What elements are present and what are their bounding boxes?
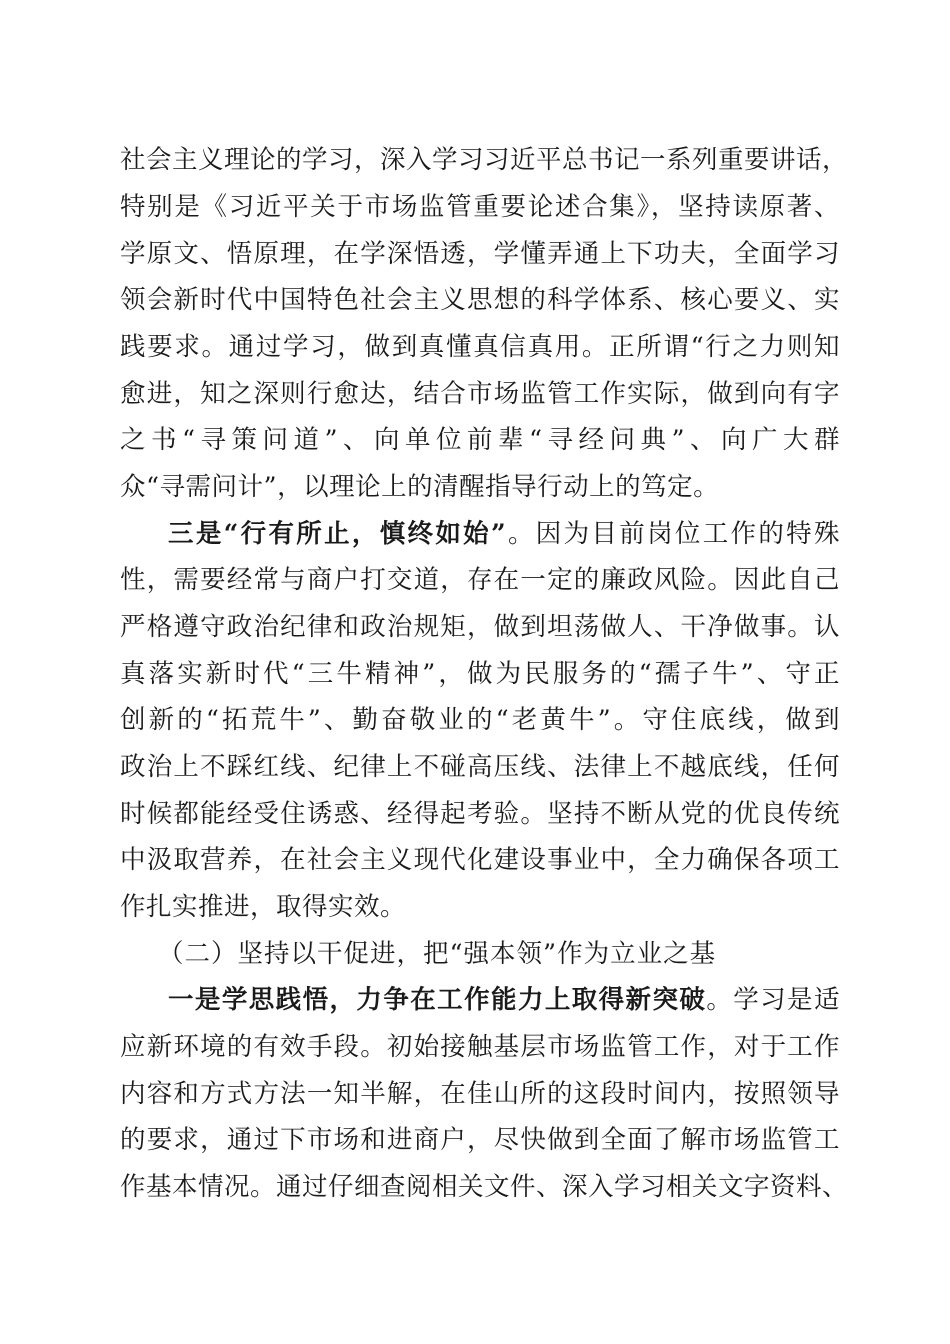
text-line: 政治上不踩红线、纪律上不碰高压线、法律上不越底线，任何: [120, 752, 840, 782]
section-heading: （二）坚持以干促进，把“强本领”作为立业之基: [158, 939, 717, 969]
text-line: 内容和方式方法一知半解，在佳山所的这段时间内，按照领导: [120, 1079, 840, 1109]
text-line: 之书“寻策问道”、向单位前辈“寻经问典”、向广大群: [120, 425, 840, 455]
text-line: 应新环境的有效手段。初始接触基层市场监管工作，对于工作: [120, 1032, 840, 1062]
paragraph-text: 。因为目前岗位工作的特殊: [506, 519, 840, 549]
text-line: 众“寻需问计”，以理论上的清醒指导行动上的笃定。: [120, 472, 720, 502]
text-line: 作基本情况。通过仔细查阅相关文件、深入学习相关文字资料、: [120, 1172, 849, 1202]
text-line: 中汲取营养，在社会主义现代化建设事业中，全力确保各项工: [120, 845, 840, 875]
text-line: 学原文、悟原理，在学深悟透，学懂弄通上下功夫，全面学习: [120, 239, 840, 269]
text-line: 的要求，通过下市场和进商户，尽快做到全面了解市场监管工: [120, 1125, 840, 1155]
paragraph-first-line: [168, 517, 840, 551]
text-line: 愈进，知之深则行愈达，结合市场监管工作实际，做到向有字: [120, 379, 840, 409]
text-line: 领会新时代中国特色社会主义思想的科学体系、核心要义、实: [120, 285, 840, 315]
paragraph-text: 。学习是适: [706, 985, 840, 1015]
text-line: 特别是《习近平关于市场监管重要论述合集》，坚持读原著、: [120, 192, 840, 222]
text-line: 践要求。通过学习，做到真懂真信真用。正所谓“行之力则知: [120, 332, 840, 362]
text-line: 性，需要经常与商户打交道，存在一定的廉政风险。因此自己: [120, 565, 840, 595]
paragraph-lead: 一是学思践悟，力争在工作能力上取得新突破: [168, 985, 707, 1015]
text-line: 真落实新时代“三牛精神”，做为民服务的“孺子牛”、守正: [120, 659, 840, 689]
text-line: 创新的“拓荒牛”、勤奋敬业的“老黄牛”。守住底线，做到: [120, 705, 840, 735]
paragraph-lead: 三是“行有所止，慎终如始”: [168, 519, 507, 549]
paragraph-first-line: [168, 983, 840, 1017]
text-line: 严格遵守政治纪律和政治规矩，做到坦荡做人、干净做事。认: [120, 612, 840, 642]
text-line: 作扎实推进，取得实效。: [120, 892, 407, 922]
text-line: 社会主义理论的学习，深入学习习近平总书记一系列重要讲话，: [120, 145, 849, 175]
text-line: 时候都能经受住诱惑、经得起考验。坚持不断从党的优良传统: [120, 799, 840, 829]
